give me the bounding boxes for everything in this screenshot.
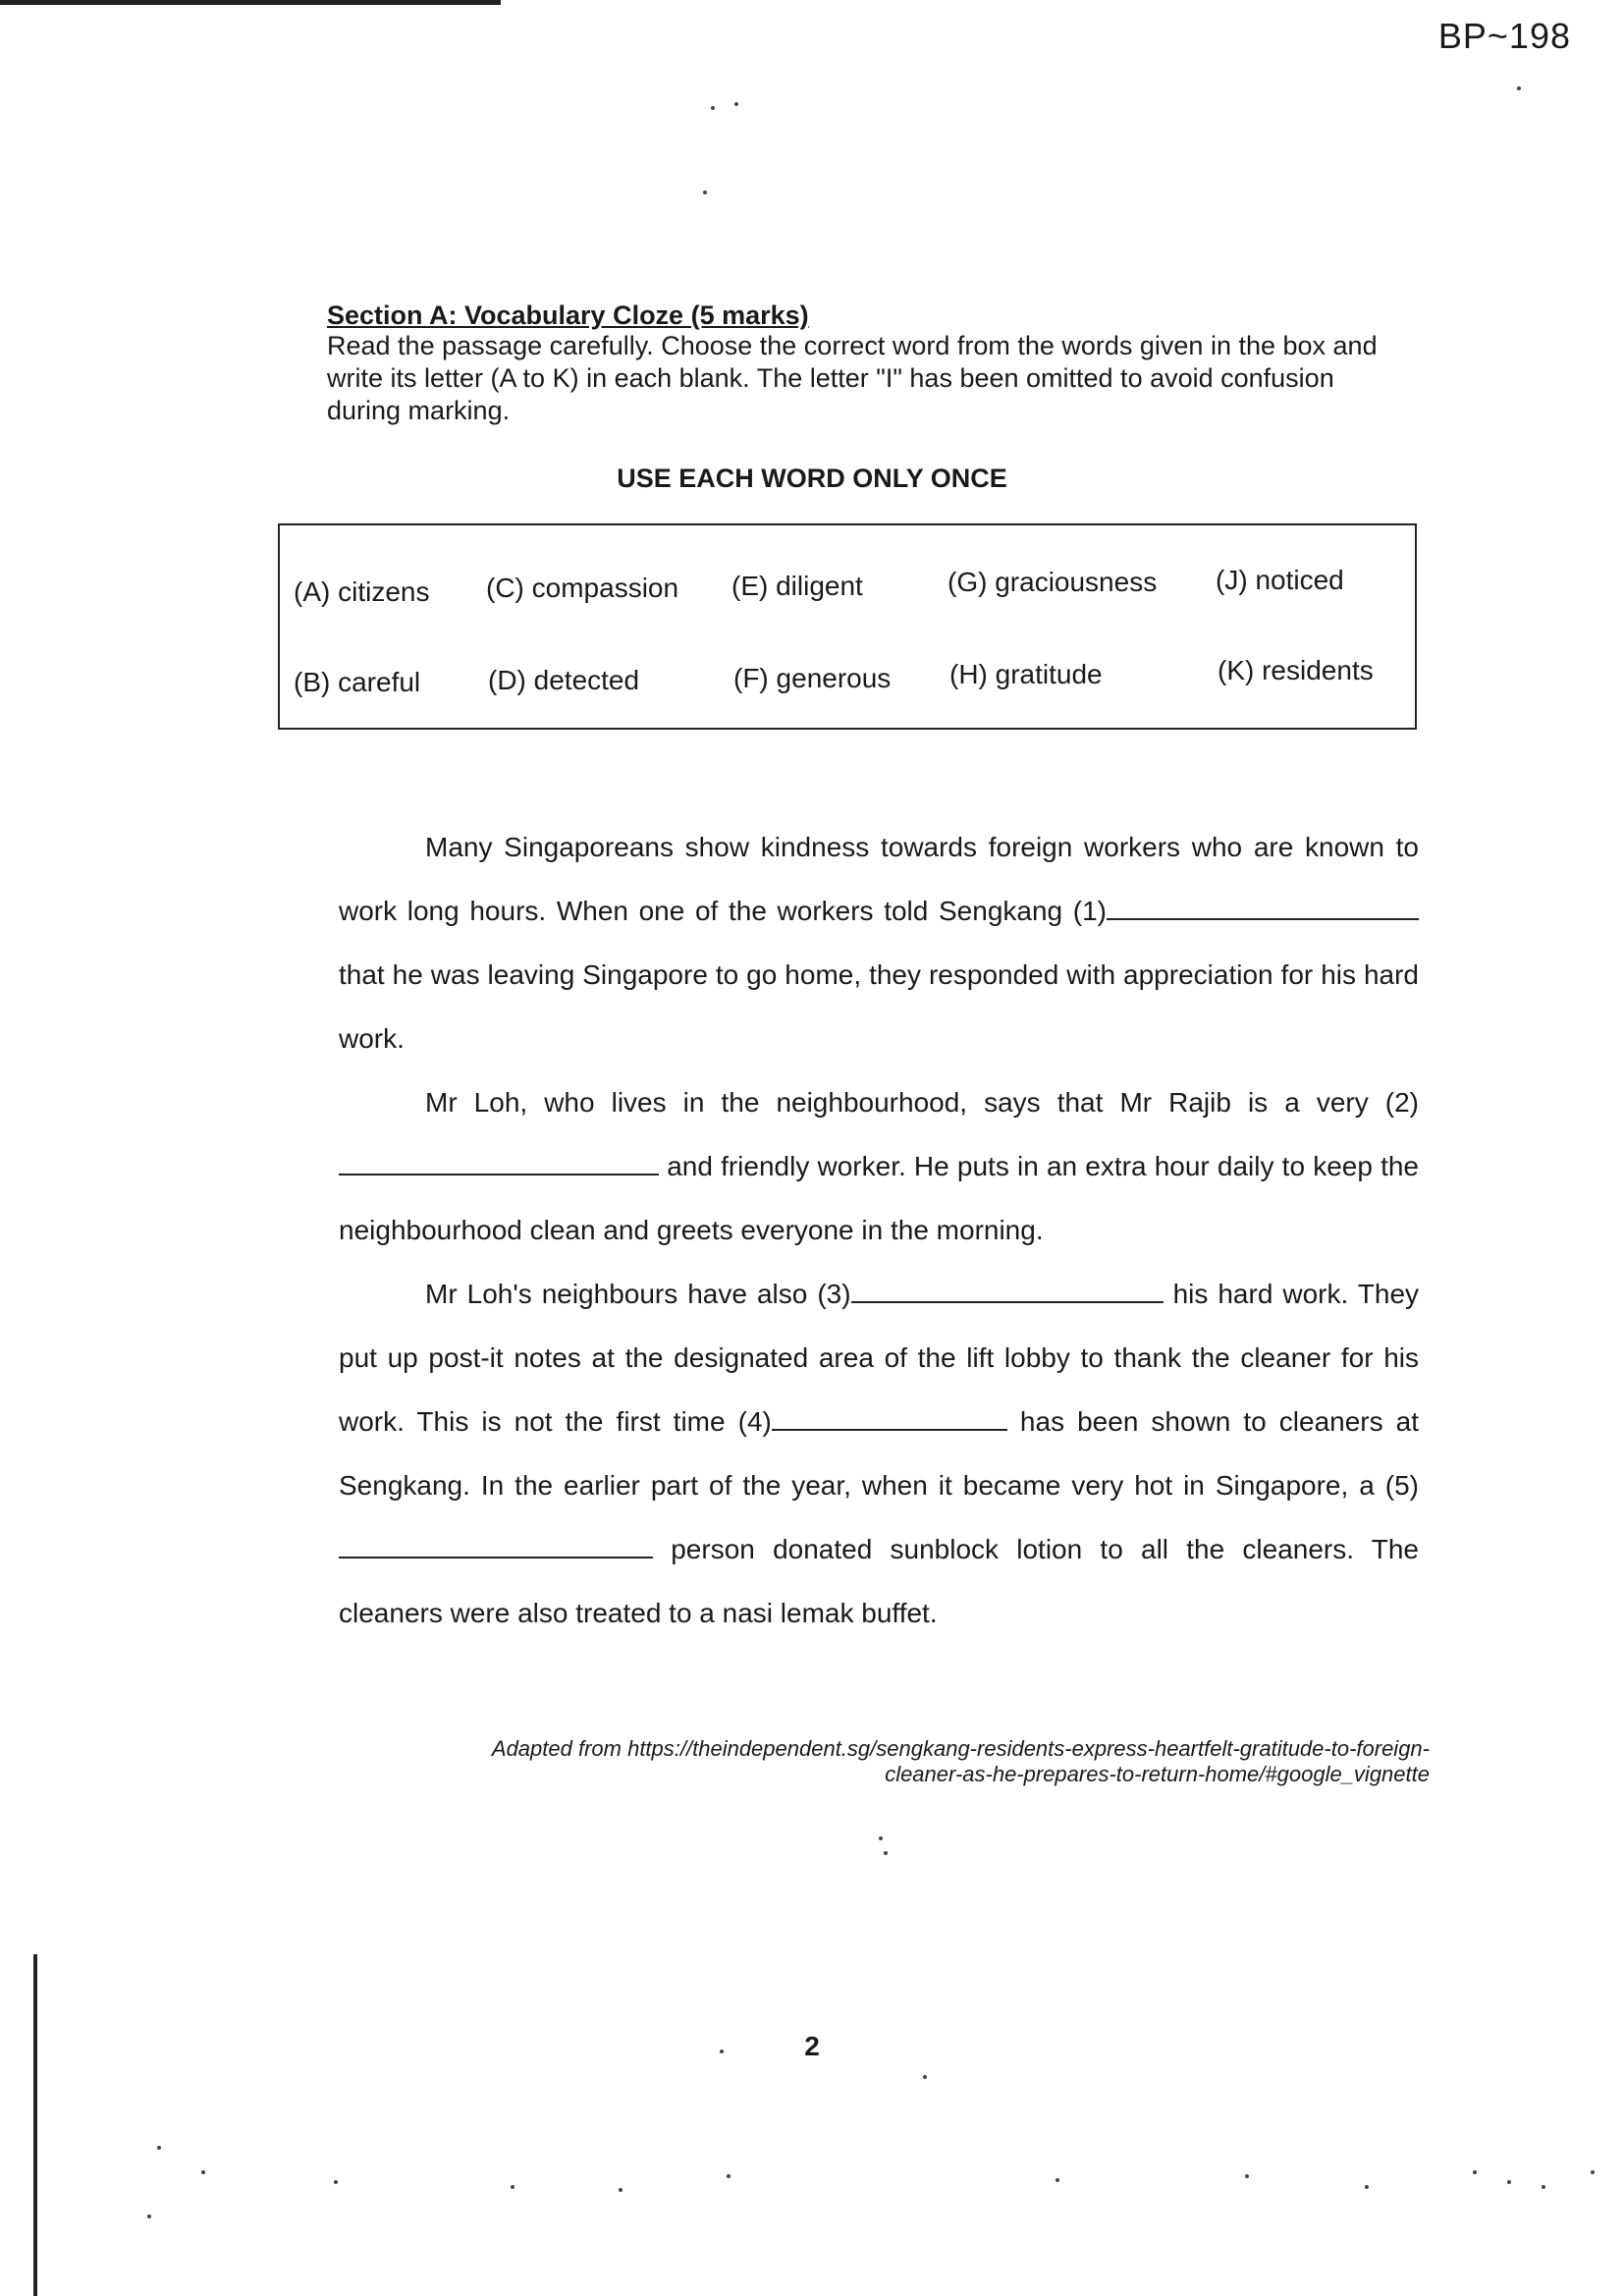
paragraph-2: Mr Loh, who lives in the neighbourhood, says that Mr Rajib is a very (2) and friendly worker. He puts in an extra hour daily to keep the neighbourhood clean and greets everyone in the morning. — [339, 1087, 1420, 1245]
document-code: BP~198 — [1437, 16, 1571, 56]
scan-edge-left — [33, 1954, 37, 2296]
blank-2[interactable]: (2) — [339, 1087, 1419, 1181]
blank-3[interactable]: (3) — [817, 1279, 1163, 1309]
word-option-c: (C) compassion — [486, 573, 679, 603]
source-citation — [350, 1736, 1430, 1787]
use-once-note: USE EACH WORD ONLY ONCE — [617, 464, 1007, 493]
word-option-e: (E) diligent — [731, 571, 863, 601]
section-title: Section A: Vocabulary Cloze (5 marks) — [327, 301, 809, 330]
word-option-f: (F) generous — [733, 663, 892, 693]
word-option-j: (J) noticed — [1216, 565, 1344, 595]
word-box — [278, 523, 1417, 730]
page-number: 2 — [804, 2031, 820, 2061]
blank-4[interactable]: (4) — [738, 1406, 1007, 1437]
word-option-k: (K) residents — [1218, 655, 1374, 685]
word-option-h: (H) gratitude — [949, 659, 1103, 689]
word-option-g: (G) graciousness — [947, 567, 1158, 597]
instructions: Read the passage carefully. Choose the correct word from the words given in the box and write its letter (A to K) in each blank. The letter "I" has been omitted to avoid confusion during marking. — [327, 331, 1378, 425]
source-line-1: Adapted from https://theindependent.sg/sengkang-residents-express-heartfelt-gratitude-to-foreign- — [491, 1736, 1430, 1761]
paragraph-3: Mr Loh's neighbours have also (3) his hard work. They put up post-it notes at the designated area of the lift lobby to thank the cleaner for his work. This is not the first time (4) has been shown to cleaners at Sengkang. In the earlier part of the year, when it became very hot in Singapore, a (5) person donated sunblock lotion to all the cleaners. The cleaners were also treated to a nasi lemak buffet. — [339, 1262, 1419, 1645]
word-option-b: (B) careful — [294, 667, 421, 697]
scan-edge-top — [0, 0, 501, 5]
cloze-passage — [339, 815, 1419, 1645]
paragraph-1: Many Singaporeans show kindness towards foreign workers who are known to work long hours. When one of the workers told Sengkang (1) that he was leaving Singapore to go home, they responded with appreciation for his hard work. — [339, 832, 1419, 1054]
word-option-d: (D) detected — [488, 665, 640, 695]
blank-1[interactable]: (1) — [1073, 896, 1419, 926]
blank-5[interactable]: (5) — [339, 1470, 1419, 1564]
word-option-a: (A) citizens — [294, 576, 430, 607]
source-line-2: cleaner-as-he-prepares-to-return-home/#google_vignette — [885, 1762, 1430, 1786]
